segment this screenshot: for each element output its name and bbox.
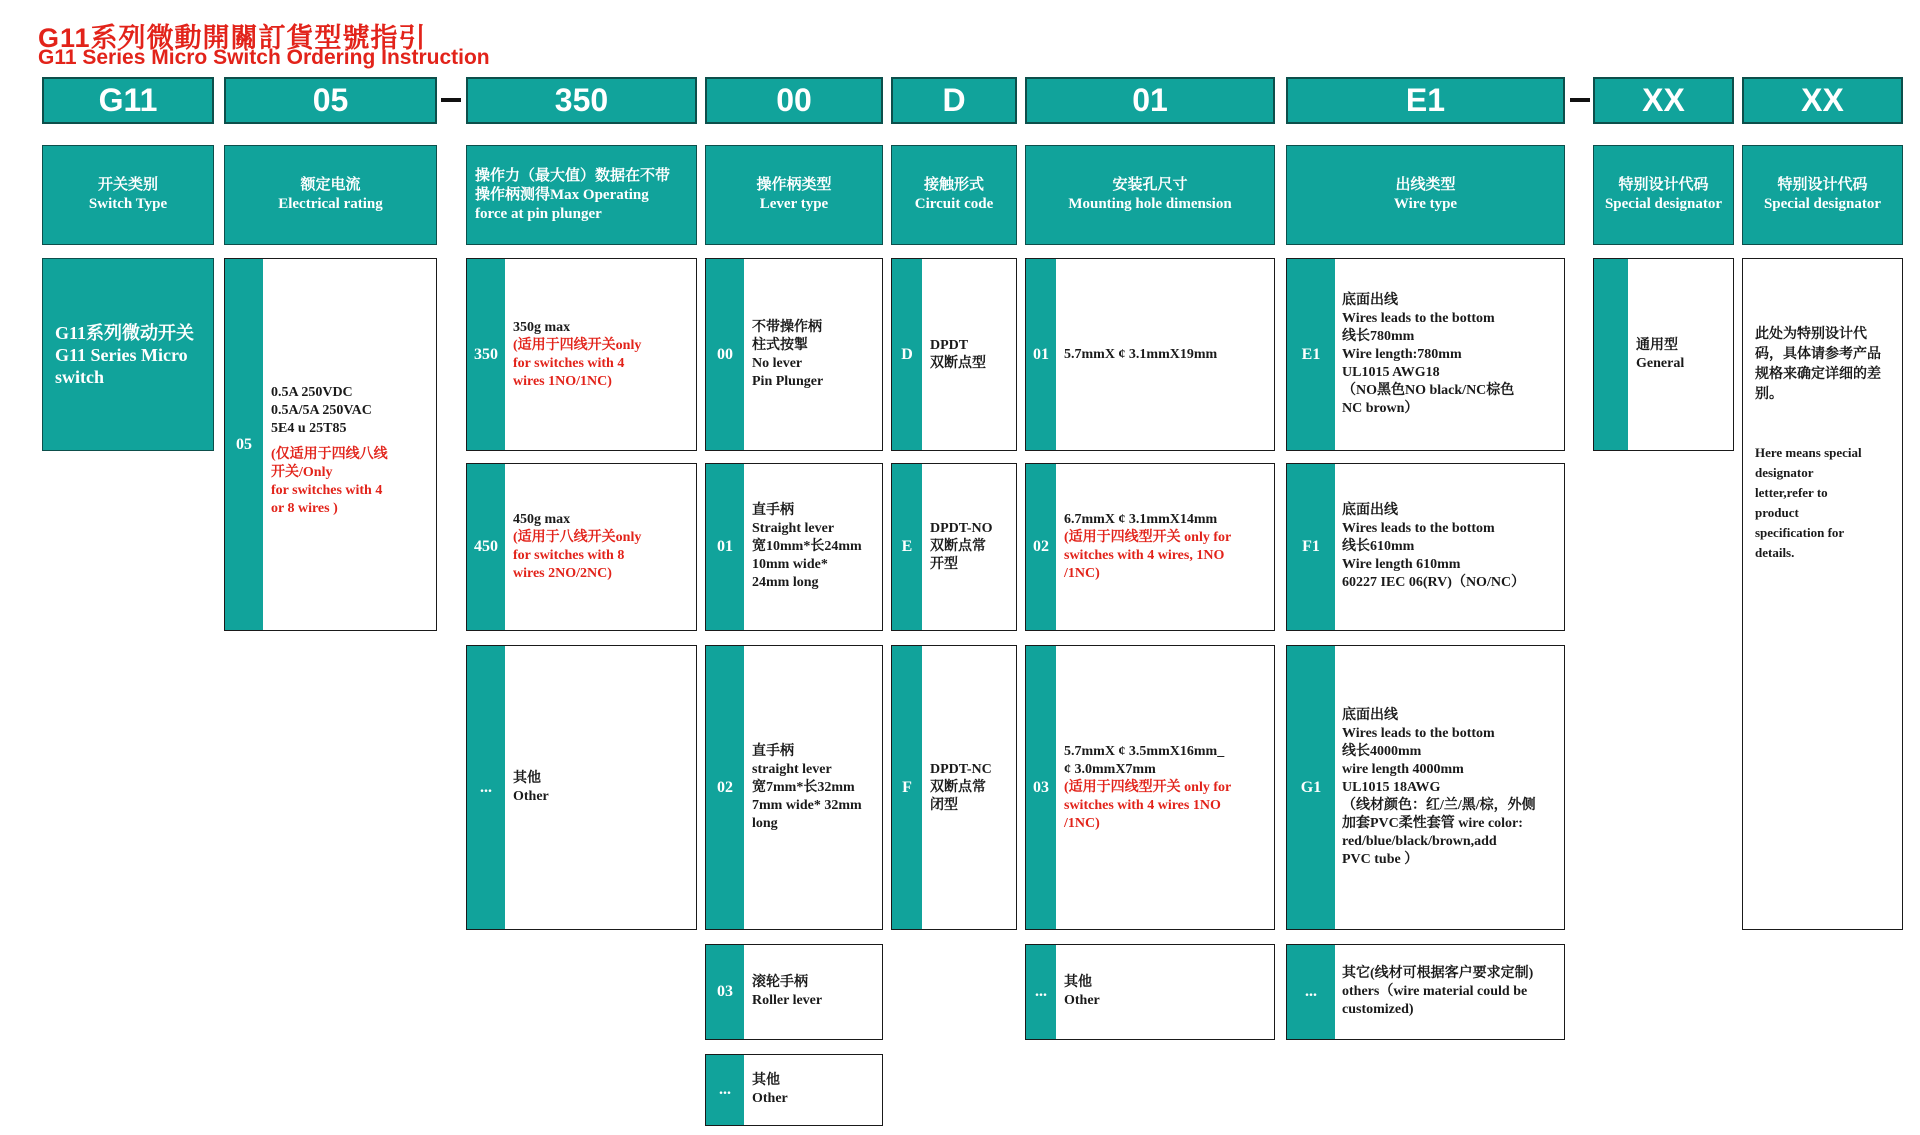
option-line: 其它(线材可根据客户要求定制)	[1342, 966, 1534, 981]
option-text	[1342, 945, 1560, 1039]
option-line: 闭型	[930, 797, 958, 813]
option-text	[513, 259, 692, 450]
option-line: Wire length:780mm	[1342, 346, 1462, 362]
note-line: designator	[1755, 465, 1814, 480]
option-note: (适用于四线开关only	[513, 337, 642, 353]
option-line: 加套PVC柔性套管 wire color:	[1342, 815, 1523, 831]
lever-option	[705, 944, 883, 1040]
lever-option	[705, 258, 883, 451]
option-text	[752, 1055, 878, 1125]
option-line: 通用型	[1636, 337, 1678, 353]
option-line: 宽10mm*长24mm	[752, 539, 862, 554]
header-cn: 出线类型	[1395, 177, 1456, 193]
rating-note: or 8 wires )	[271, 500, 338, 516]
header-mounting	[1025, 145, 1275, 245]
option-line: 底面出线	[1342, 707, 1398, 723]
option-text	[752, 646, 878, 929]
header-cn: 额定电流	[300, 177, 361, 193]
note-line: details.	[1755, 545, 1795, 560]
option-line: PVC tube ）	[1342, 851, 1419, 867]
option-text	[1064, 464, 1270, 630]
switch-type-en: switch	[55, 366, 104, 387]
option-text	[752, 945, 878, 1039]
option-line: 双断点型	[930, 355, 986, 371]
option-line: wire length 4000mm	[1342, 761, 1464, 777]
option-line: 线长4000mm	[1342, 743, 1422, 759]
option-code: 01	[706, 464, 744, 630]
option-note: for switches with 4	[513, 355, 625, 371]
option-note: switches with 4 wires, 1NO	[1064, 548, 1225, 563]
header-cn: 特别设计代码	[1777, 177, 1868, 193]
header-en: Special designator	[1763, 196, 1882, 212]
circuit-option	[891, 645, 1017, 930]
separator-dash	[1570, 98, 1590, 102]
header-wire	[1286, 145, 1565, 245]
note-line: letter,refer to	[1755, 485, 1828, 500]
option-code: D	[892, 259, 922, 450]
header-en: Lever type	[759, 196, 829, 212]
option-line: 滚轮手柄	[752, 975, 808, 990]
option-line: 其他	[513, 770, 541, 786]
wire-option	[1286, 645, 1565, 930]
header-special-1	[1593, 145, 1734, 245]
option-line: 开型	[930, 557, 958, 572]
option-code: E1	[1287, 259, 1335, 450]
header-switch-type	[42, 145, 214, 245]
option-line: 不带操作柄	[752, 319, 822, 335]
option-note: (适用于四线型开关 only for	[1064, 530, 1232, 545]
special-designator-note	[1742, 258, 1903, 930]
wire-option	[1286, 463, 1565, 631]
option-code: 02	[1026, 464, 1056, 630]
option-code: E	[892, 464, 922, 630]
header-cn: 特别设计代码	[1618, 177, 1709, 193]
option-note: /1NC)	[1064, 566, 1100, 581]
option-code: 350	[467, 259, 505, 450]
header-cn: 安装孔尺寸	[1112, 177, 1188, 193]
switch-type-en: G11 Series Micro	[55, 344, 188, 365]
switch-type-block	[42, 258, 214, 451]
option-line: DPDT-NO	[930, 521, 993, 536]
mounting-option	[1025, 944, 1275, 1040]
option-note: wires 2NO/2NC)	[513, 566, 612, 581]
option-line: General	[1636, 355, 1685, 371]
option-line: 60227 IEC 06(RV)（NO/NC）	[1342, 575, 1526, 590]
header-en: Electrical rating	[278, 196, 383, 212]
code-switch-type: G11	[42, 77, 214, 124]
option-line: 10mm wide*	[752, 557, 828, 572]
note-en	[1755, 443, 1894, 563]
header-circuit	[891, 145, 1017, 245]
option-line: 底面出线	[1342, 503, 1398, 518]
lever-option	[705, 645, 883, 930]
header-cn: 操作柄类型	[756, 177, 832, 193]
option-code: ...	[1287, 945, 1335, 1039]
separator-dash	[441, 98, 461, 102]
note-line: 规格来确定详细的差	[1755, 367, 1881, 382]
option-code: G1	[1287, 646, 1335, 929]
option-line: 直手柄	[752, 503, 794, 518]
option-code: 02	[706, 646, 744, 929]
option-line: Other	[513, 788, 549, 804]
rating-note: 开关/Only	[271, 464, 333, 480]
option-line: UL1015 AWG18	[1342, 364, 1440, 380]
option-line: Wire length 610mm	[1342, 557, 1461, 572]
option-note: /1NC)	[1064, 815, 1100, 831]
option-line: 双断点常	[930, 539, 986, 554]
switch-type-cn: G11系列微动开关	[55, 322, 195, 343]
option-text	[1342, 646, 1560, 929]
force-option	[466, 645, 697, 930]
mounting-option	[1025, 258, 1275, 451]
circuit-option	[891, 258, 1017, 451]
code-wire: E1	[1286, 77, 1565, 124]
option-note: (适用于八线开关only	[513, 530, 642, 545]
mounting-option	[1025, 645, 1275, 930]
header-en: 操作柄测得Max Operating	[475, 186, 649, 203]
page-title-cn: G11系列微動開關訂貨型號指引	[38, 23, 427, 53]
option-code: 03	[1026, 646, 1056, 929]
option-line: red/blue/black/brown,add	[1342, 833, 1497, 849]
rating-option	[224, 258, 437, 631]
option-text	[1342, 259, 1560, 450]
circuit-option	[891, 463, 1017, 631]
option-text	[1342, 464, 1560, 630]
option-note: wires 1NO/1NC)	[513, 373, 612, 389]
option-text	[271, 259, 432, 630]
option-line: No lever	[752, 355, 803, 371]
note-cn	[1755, 325, 1894, 405]
option-line: 6.7mmX ¢ 3.1mmX14mm	[1064, 512, 1218, 527]
header-rating	[224, 145, 437, 245]
option-line: 线长780mm	[1342, 328, 1415, 344]
rating-note: for switches with 4	[271, 482, 383, 498]
option-note: (适用于四线型开关 only for	[1064, 779, 1232, 795]
option-line: 宽7mm*长32mm	[752, 779, 855, 795]
header-lever	[705, 145, 883, 245]
header-special-2	[1742, 145, 1903, 245]
option-code: 03	[706, 945, 744, 1039]
rating-line: 5E4 u 25T85	[271, 420, 347, 436]
option-line: Pin Plunger	[752, 373, 824, 389]
code-circuit: D	[891, 77, 1017, 124]
header-force	[466, 145, 697, 245]
option-text	[1064, 945, 1270, 1039]
option-line: 线长610mm	[1342, 539, 1415, 554]
option-line: 450g max	[513, 512, 571, 527]
note-line: Here means special	[1755, 445, 1862, 460]
page-title-en: G11 Series Micro Switch Ordering Instruction	[38, 46, 490, 69]
option-line: customized)	[1342, 1002, 1414, 1017]
code-special-1: XX	[1593, 77, 1734, 124]
wire-option	[1286, 944, 1565, 1040]
option-text	[752, 464, 878, 630]
option-code: 00	[706, 259, 744, 450]
note-line: specification for	[1755, 525, 1845, 540]
note-line: 此处为特别设计代	[1755, 327, 1867, 342]
option-line: （NO黑色NO black/NC棕色	[1342, 382, 1515, 398]
option-line: Straight lever	[752, 521, 835, 536]
option-line: 其他	[1064, 975, 1092, 990]
option-line: 5.7mmX ¢ 3.5mmX16mm_	[1064, 743, 1225, 759]
option-line: 柱式按掣	[752, 337, 808, 353]
special-designator-option	[1593, 258, 1734, 451]
option-text	[513, 464, 692, 630]
option-line: 其他	[752, 1073, 780, 1088]
rating-note: (仅适用于四线八线	[271, 446, 388, 462]
option-line: Roller lever	[752, 993, 823, 1008]
option-note: for switches with 8	[513, 548, 625, 563]
option-code: 01	[1026, 259, 1056, 450]
option-code: ...	[467, 646, 505, 929]
note-line: 码，具体请参考产品	[1755, 347, 1881, 362]
option-code: 450	[467, 464, 505, 630]
option-text	[930, 464, 1012, 630]
option-line: DPDT	[930, 337, 969, 353]
option-code: F	[892, 646, 922, 929]
code-special-2: XX	[1742, 77, 1903, 124]
lever-option	[705, 1054, 883, 1126]
option-line: DPDT-NC	[930, 761, 992, 777]
option-line: 5.7mmX ¢ 3.1mmX19mm	[1064, 346, 1218, 362]
rating-line: 0.5A 250VDC	[271, 384, 353, 400]
header-en: Mounting hole dimension	[1068, 196, 1232, 212]
option-line: 直手柄	[752, 743, 794, 759]
option-line: others（wire material could be	[1342, 984, 1528, 999]
code-rating: 05	[224, 77, 437, 124]
header-cn: 开关类别	[97, 177, 158, 193]
option-line: NC brown）	[1342, 400, 1419, 416]
option-text	[752, 259, 878, 450]
option-line: 7mm wide* 32mm	[752, 797, 862, 813]
code-force: 350	[466, 77, 697, 124]
force-option	[466, 258, 697, 451]
option-text	[930, 259, 1012, 450]
option-text	[1064, 646, 1270, 929]
option-note: switches with 4 wires 1NO	[1064, 797, 1221, 813]
rating-line: 0.5A/5A 250VAC	[271, 402, 372, 418]
option-text	[930, 646, 1012, 929]
option-line: ¢ 3.0mmX7mm	[1064, 761, 1156, 777]
header-en: Switch Type	[88, 196, 168, 212]
option-line: Wires leads to the bottom	[1342, 521, 1495, 536]
option-line: straight lever	[752, 761, 832, 777]
option-code: ...	[706, 1055, 744, 1125]
header-cn: 接触形式	[923, 177, 984, 193]
option-code-bar	[1594, 259, 1628, 450]
lever-option	[705, 463, 883, 631]
option-line: UL1015 18AWG	[1342, 779, 1441, 795]
force-option	[466, 463, 697, 631]
wire-option	[1286, 258, 1565, 451]
header-en: Circuit code	[914, 196, 994, 212]
header-en: force at pin plunger	[475, 205, 602, 222]
header-en: Special designator	[1604, 196, 1723, 212]
option-text	[513, 646, 692, 929]
option-line: Wires leads to the bottom	[1342, 310, 1495, 326]
option-code: F1	[1287, 464, 1335, 630]
note-line: product	[1755, 505, 1799, 520]
code-mounting: 01	[1025, 77, 1275, 124]
option-line: （线材颜色：红/兰/黑/棕，外侧	[1342, 797, 1536, 813]
option-line: Other	[1064, 993, 1100, 1008]
option-line: 24mm long	[752, 575, 819, 590]
option-code: 05	[225, 259, 263, 630]
option-line: 底面出线	[1342, 292, 1398, 308]
option-text	[1636, 259, 1729, 450]
code-lever: 00	[705, 77, 883, 124]
option-line: long	[752, 815, 778, 831]
option-line: Wires leads to the bottom	[1342, 725, 1495, 741]
option-code: ...	[1026, 945, 1056, 1039]
mounting-option	[1025, 463, 1275, 631]
header-cn: 操作力（最大值）数据在不带	[475, 167, 671, 184]
option-text	[1064, 259, 1270, 450]
option-line: Other	[752, 1091, 788, 1106]
option-line: 350g max	[513, 319, 571, 335]
option-line: 双断点常	[930, 779, 986, 795]
note-line: 别。	[1755, 387, 1783, 402]
header-en: Wire type	[1393, 196, 1458, 212]
